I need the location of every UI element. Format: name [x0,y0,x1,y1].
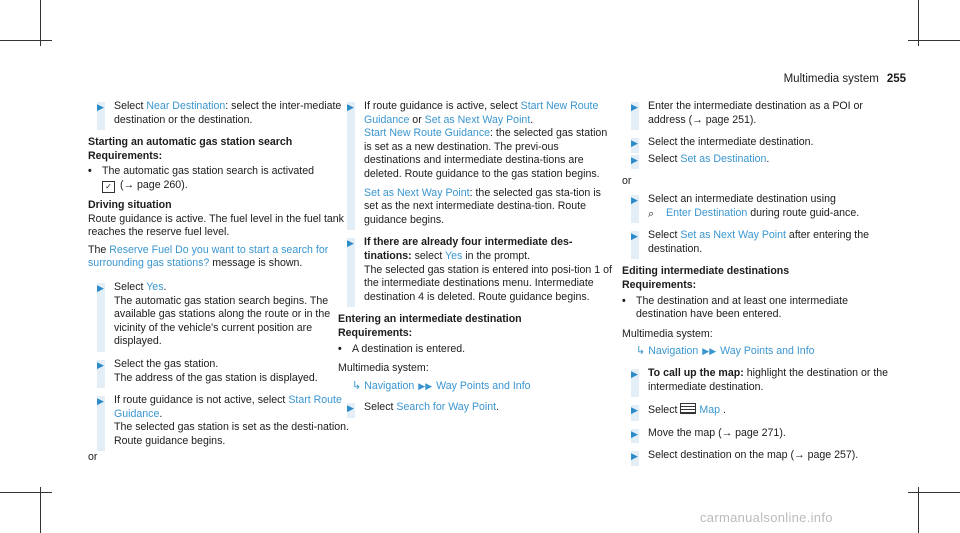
page-number: 255 [886,73,906,85]
step: ▶ Enter the intermediate destination as a POI or address (→ page 251). [622,100,897,127]
step-arrow-icon: ▶ [97,102,104,112]
column-3 [622,100,897,472]
section-heading: Starting an automatic gas station search [88,136,293,149]
step-arrow-icon: ▶ [631,451,638,462]
crop-mark [0,40,52,41]
list-item: • The automatic gas station search is activated ✓ (→ page 260). [88,165,314,191]
step: ▶ Select an intermediate destination using ⌕ Enter Destination during route guid-ance. [622,193,897,220]
step: ▶ If there are already four intermediate des-tinations: select Yes in the prompt. The selected gas station is entered into posi-tion 1 of the intermediate destinations menu. Intermediate destination 4 is deleted. Route guidance begins. [338,236,613,304]
step: ▶ If route guidance is active, select Start New Route Guidance or Set as Next Way Point. Start New Route Guidance: the selected gas station is set as a new destination. The previ-ous destinations and intermediate destina-tions are deleted. Route guidance to the gas station begins. Set as Next Way Point: the selected gas sta-tion is set as the next intermediate destina-tion. Route guidance begins. [338,100,613,227]
step-arrow-icon: ▶ [347,238,354,249]
step: ▶ Select destination on the map (→ page 257). [622,449,897,463]
multimedia-system-label: Multimedia system: [338,362,429,375]
step: ▶ Select Map . [622,403,897,418]
step-arrow-icon: ▶ [631,405,638,416]
map-icon [680,403,696,414]
step: ▶ Select Near Destination: select the inter-mediate destination or the destination. [88,100,353,127]
section-title: Multimedia system [783,73,879,85]
section-heading: Editing intermediate destinations [622,265,790,278]
crop-mark [918,487,919,533]
step-arrow-icon: ▶ [631,428,638,439]
navigation-link[interactable]: Navigation [648,345,699,358]
enter-destination-link[interactable]: Enter Destination [666,206,748,219]
search-way-point-link[interactable]: Search for Way Point [396,401,497,414]
step-arrow-icon: ▶ [631,194,638,205]
step: ▶ Select Yes. The automatic gas station search begins. The available gas stations along the route or in the vicinity of the vehicle's current position are displayed. [88,281,353,349]
forward-icon: ▶▶ [702,346,717,357]
step-arrow-icon: ▶ [631,102,638,112]
set-as-destination-link[interactable]: Set as Destination [680,152,767,165]
step: ▶ Move the map (→ page 271). [622,427,897,441]
step: ▶ Select Set as Next Way Point after entering the destination. [622,229,897,256]
crop-mark [0,492,52,493]
menu-item-link[interactable]: Near Destination [146,100,226,112]
or-label: or [88,451,98,464]
column-2 [338,100,613,424]
paragraph: The Reserve Fuel Do you want to start a search for surrounding gas stations? message is shown. [88,243,329,270]
step: ▶ Select the gas station. The address of the gas station is displayed. [88,358,353,385]
step-arrow-icon: ▶ [631,154,638,165]
crop-mark [908,492,960,493]
way-points-link[interactable]: Way Points and Info [720,345,815,358]
step-arrow-icon: ▶ [347,102,354,112]
step-arrow-icon: ▶ [97,396,104,407]
crop-mark [908,40,960,41]
step-arrow-icon: ▶ [631,368,638,379]
step-arrow-icon: ▶ [631,231,638,242]
requirements-label: Requirements: [338,326,413,339]
start-route-guidance-link[interactable]: Start Route Guidance [114,394,342,420]
step-arrow-icon: ▶ [631,138,638,149]
column-1 [88,100,353,469]
return-arrow-icon: ↳ [636,345,646,358]
return-arrow-icon: ↳ [352,379,362,392]
crop-mark [40,487,41,533]
step: ▶ Select Search for Way Point. [338,401,613,415]
requirements-label: Requirements: [622,278,697,291]
way-points-link[interactable]: Way Points and Info [436,379,531,392]
page-header [784,73,906,85]
step-arrow-icon: ▶ [97,359,104,370]
checkbox-icon: ✓ [102,181,115,193]
step: ▶ Select Set as Destination. [622,153,897,167]
map-link[interactable]: Map [699,404,720,417]
step-arrow-icon: ▶ [347,403,354,414]
step-arrow-icon: ▶ [97,282,104,293]
watermark: carmanualsonline.info [700,510,833,525]
requirements-label: Requirements: [88,149,163,162]
menu-path [338,380,613,394]
list-item: • A destination is entered. [338,342,466,355]
navigation-link[interactable]: Navigation [364,379,415,392]
list-item: • The destination and at least one intermediate destination have been entered. [622,294,849,321]
section-heading: Entering an intermediate destination [338,313,522,326]
menu-path [622,345,897,359]
step: ▶ Select the intermediate destination. [622,136,897,150]
forward-icon: ▶▶ [418,380,433,391]
search-key-icon: ⌕ [648,207,655,220]
multimedia-system-label: Multimedia system: [622,327,713,340]
or-label: or [622,175,632,188]
section-heading: Driving situation [88,198,172,211]
step: ▶ If route guidance is not active, select Start Route Guidance. The selected gas station is set as the desti-nation. Route guidance begins. [88,394,353,448]
yes-option[interactable]: Yes [146,280,164,293]
set-next-way-point-link[interactable]: Set as Next Way Point [680,229,786,242]
paragraph: Route guidance is active. The fuel level in the fuel tank reaches the reserve fuel level. [88,212,344,239]
step: ▶ To call up the map: highlight the destination or the intermediate destination. [622,367,897,394]
